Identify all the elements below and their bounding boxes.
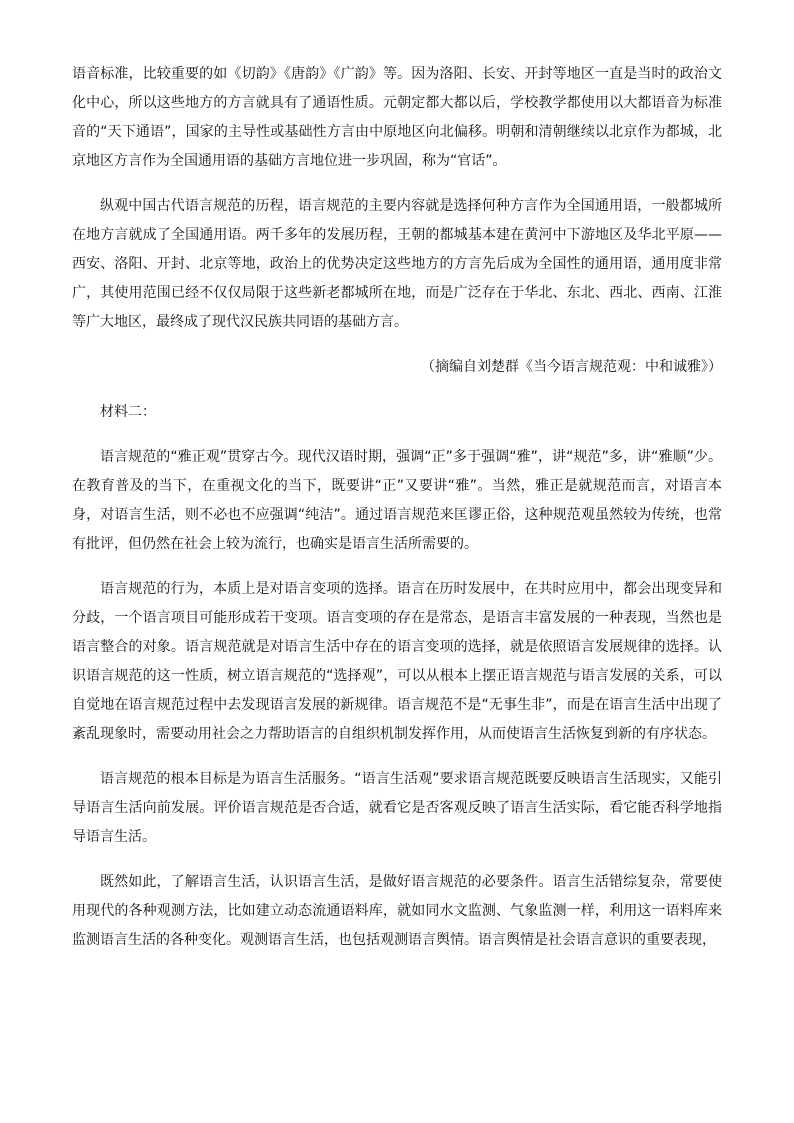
material2-paragraph-2: 语言规范的行为，本质上是对语言变项的选择。语言在历时发展中，在共时应用中，都会出现变异和分歧，一个语言项目可能形成若干变项。语言变项的存在是常态，是语言丰富发展的一种表现，当然也是语言整合的对象。语言规范就是对语言生活中存在的语言变项的选择，就是依照语言发展规律的选择。认识语言规范的这一性质，树立语言规范的“选择观”，可以从根本上摆正语言规范与语言发展的关系，可以自觉地在语言规范过程中去发现语言发展的新规律。语言规范不是“无事生非”，而是在语言生活中出现了紊乱现象时，需要动用社会之力帮助语言的自组织机制发挥作用，从而使语言生活恢复到新的有序状态。 <box>72 581 722 742</box>
paragraph-1: 语音标准，比较重要的如《切韵》《唐韵》《广韵》等。因为洛阳、长安、开封等地区一直是当时的政治文化中心，所以这些地方的方言就具有了通语性质。元朝定都大都以后，学校教学都使用以大都语音为标准音的“天下通语”，国家的主导性或基础性方言由中原地区向北偏移。明朝和清朝继续以北京作为都城，北京地区方言作为全国通用语的基础方言地位进一步巩固，称为“官话”。 <box>72 66 722 169</box>
material2-paragraph-1: 语言规范的“雅正观”贯穿古今。现代汉语时期，强调“正”多于强调“雅”，讲“规范”多，讲“雅顺”少。在教育普及的当下，在重视文化的当下，既要讲“正”又要讲“雅”。当然，雅正是就规范而言，对语言本身，对语言生活，则不必也不应强调“纯洁”。通过语言规范来匡谬正俗，这种规范观虽然较为传统，也常有批评，但仍然在社会上较为流行，也确实是语言生活所需要的。 <box>72 449 722 552</box>
material2-paragraph-4: 既然如此，了解语言生活，认识语言生活，是做好语言规范的必要条件。语言生活错综复杂，常要使用现代的各种观测方法，比如建立动态流通语料库，就如同水文监测、气象监测一样，利用这一语料库来监测语言生活的各种变化。观测语言生活，也包括观测语言舆情。语言舆情是社会语言意识的重要表现， <box>72 874 722 948</box>
material-two-label: 材料二： <box>100 404 156 420</box>
source-citation: （摘编自刘楚群《当今语言规范观：中和诚雅》） <box>421 359 722 375</box>
document-page <box>72 60 722 971</box>
material2-paragraph-3: 语言规范的根本目标是为语言生活服务。“语言生活观”要求语言规范既要反映语言生活现实，又能引导语言生活向前发展。评价语言规范是否合适，就看它是否客观反映了语言生活实际，看它能否科学地指导语言生活。 <box>72 771 722 845</box>
paragraph-2: 纵观中国古代语言规范的历程，语言规范的主要内容就是选择何种方言作为全国通用语，一般都城所在地方言就成了全国通用语。两千多年的发展历程，王朝的都城基本建在黄河中下游地区及华北平原——西安、洛阳、开封、北京等地，政治上的优势决定这些地方的方言先后成为全国性的通用语，通用度非常广，其使用范围已经不仅仅局限于这些新老都城所在地，而是广泛存在于华北、东北、西北、西南、江淮等广大地区，最终成了现代汉民族共同语的基础方言。 <box>72 198 722 330</box>
